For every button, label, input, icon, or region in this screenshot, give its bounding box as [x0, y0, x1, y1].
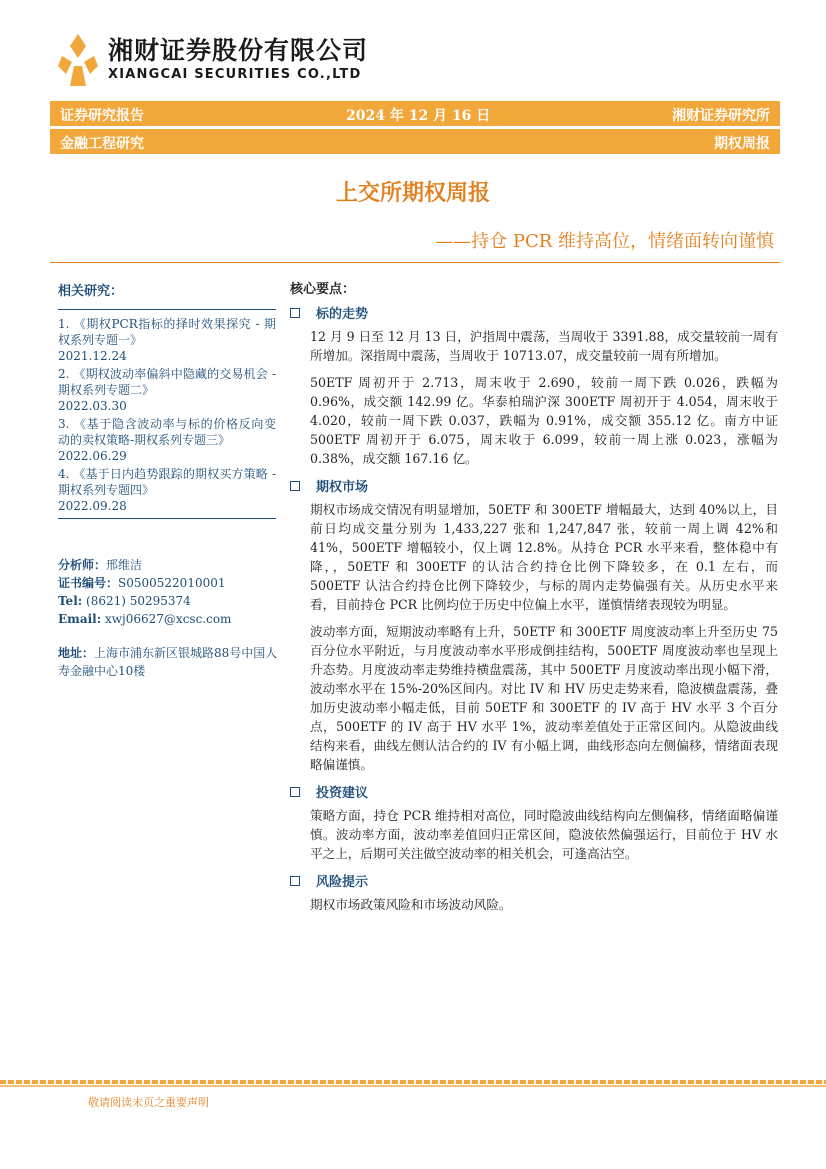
cert-value: S0500522010001	[118, 576, 226, 590]
checkbox-bullet-icon	[290, 787, 300, 797]
header-bar-primary	[50, 101, 780, 126]
report-title: 上交所期权周报	[335, 181, 490, 206]
analyst-contact	[58, 556, 280, 628]
paragraph: 12 月 9 日至 12 月 13 日，沪指周中震荡，当周收于 3391.88，成交量较前一周有所增加。深指周中震荡，当周收于 10713.07，成交量较前一周有所增加。	[310, 329, 778, 363]
related-item-date: 2022.06.29	[58, 449, 127, 463]
paragraph: 期权市场政策风险和市场波动风险。	[310, 897, 512, 912]
header-bar-secondary	[50, 129, 780, 154]
footer-decor-line	[0, 1080, 826, 1084]
email-label: Email:	[58, 612, 102, 626]
section-heading-investment-advice: 投资建议	[290, 782, 778, 801]
email-link[interactable]: xwj06627@xcsc.com	[105, 612, 232, 626]
report-subtitle: ——持仓 PCR 维持高位，情绪面转向谨慎	[435, 231, 774, 252]
report-series: 期权周报	[714, 136, 770, 152]
paragraph: 期权市场成交情况有明显增加，50ETF 和 300ETF 增幅最大，达到 40%以上，目前日均成交量分别为 1,433,227 张和 1,247,847 张，较前一周上调 42%和 41%，500ETF 增幅较小，仅上调 12.8%。从持仓 PCR 水平来看，整体稳中有降，，50ETF 和 300ETF 的认沽合约持仓比例下降较多，在 0.1 左右，而 500ETF 认沽合约持仓比例下降较少，与标的周内走势偏强有关。从历史水平来看，目前持仓 PCR 比例均位于历史中位偏上水平，谨慎情绪表现较为明显。	[310, 502, 778, 612]
research-category: 金融工程研究	[60, 136, 144, 152]
main-content	[290, 278, 778, 922]
analyst-name: 邢维洁	[106, 558, 143, 572]
checkbox-bullet-icon	[290, 876, 300, 886]
report-type: 证券研究报告	[60, 108, 144, 124]
paragraph: 策略方面，持仓 PCR 维持相对高位，同时隐波曲线结构向左侧偏移，情绪面略偏谨慎。波动率方面，波动率差值回归正常区间，隐波依然偏强运行，目前位于 HV 水平之上，后期可关注做空波动率的相关机会，可逢高沽空。	[310, 808, 778, 861]
report-date: 2024 年 12 月 16 日	[346, 108, 491, 124]
core-points-heading: 核心要点：	[290, 282, 356, 297]
institute-name: 湘财证券研究所	[672, 108, 770, 124]
related-item-title: 4. 《基于日内趋势跟踪的期权买方策略 - 期权系列专题四》	[58, 467, 276, 497]
related-research-list	[58, 316, 276, 514]
paragraph: 50ETF 周初开于 2.713，周末收于 2.690，较前一周下跌 0.026，跌幅为 0.96%，成交额 142.99 亿。华泰柏瑞沪深 300ETF 周初开于 4.054，周末收于 4.020，较前一周下跌 0.037，跌幅为 0.91%，成交额 355.12 亿。南方中证 500ETF 周初开于 6.075，周末收于 6.099，较前一周上涨 0.023，涨幅为 0.38%，成交额 167.16 亿。	[310, 375, 778, 466]
related-research-heading: 相关研究：	[58, 284, 124, 299]
sidebar	[58, 280, 276, 525]
title-divider	[50, 262, 780, 263]
checkbox-bullet-icon	[290, 481, 300, 491]
tel-label: Tel:	[58, 594, 83, 608]
related-item-date: 2021.12.24	[58, 349, 127, 363]
sidebar-divider	[58, 309, 276, 310]
tel-value: (8621) 50295374	[86, 594, 191, 608]
sidebar-divider	[58, 518, 276, 519]
related-item-title: 3. 《基于隐含波动率与标的价格反向变动的卖权策略-期权系列专题三》	[58, 417, 276, 447]
cert-label: 证书编号：	[58, 576, 119, 590]
footer-decor-line	[0, 1085, 826, 1087]
address-label: 地址：	[58, 646, 95, 660]
related-item-title: 2. 《期权波动率偏斜中隐藏的交易机会 - 期权系列专题二》	[58, 367, 276, 397]
company-logo	[56, 30, 368, 90]
address-value: 上海市浦东新区银城路88号中国人寿金融中心10楼	[58, 646, 278, 678]
analyst-label: 分析师：	[58, 558, 107, 572]
related-item[interactable]	[58, 466, 276, 514]
section-heading-underlying: 标的走势	[290, 303, 778, 322]
related-item[interactable]	[58, 316, 276, 364]
section-heading-risk: 风险提示	[290, 871, 778, 890]
related-item-title: 1. 《期权PCR指标的择时效果探究 - 期权系列专题一》	[58, 317, 276, 347]
address-block	[58, 644, 280, 680]
section-heading-options-market: 期权市场	[290, 476, 778, 495]
related-item[interactable]	[58, 366, 276, 414]
paragraph: 波动率方面，短期波动率略有上升，50ETF 和 300ETF 周度波动率上升至历史 75 百分位水平附近，与月度波动率水平形成倒挂结构，500ETF 周度波动率也呈现上升态势。月度波动率走势维持横盘震荡，其中 500ETF 月度波动率出现小幅下滑，波动率水平在 15%-20%区间内。对比 IV 和 HV 历史走势来看，隐波横盘震荡，叠加历史波动率小幅走低，目前 50ETF 和 300ETF 的 IV 高于 HV 水平 3 个百分点，500ETF 的 IV 高于 HV 水平 1%，波动率差值处于正常区间内。从隐波曲线结构来看，曲线左侧认沽合约的 IV 有小幅上调，曲线形态向左侧偏移，情绪面表现略偏谨慎。	[310, 624, 778, 772]
checkbox-bullet-icon	[290, 308, 300, 318]
related-item[interactable]	[58, 416, 276, 464]
company-name-cn: 湘财证券股份有限公司	[108, 36, 369, 65]
related-item-date: 2022.03.30	[58, 399, 127, 413]
disclaimer-note: 敬请阅读末页之重要声明	[88, 1096, 209, 1109]
xiangcai-logo-icon	[56, 32, 100, 88]
related-item-date: 2022.09.28	[58, 499, 127, 513]
company-name-en: XIANGCAI SECURITIES CO.,LTD	[108, 67, 362, 82]
